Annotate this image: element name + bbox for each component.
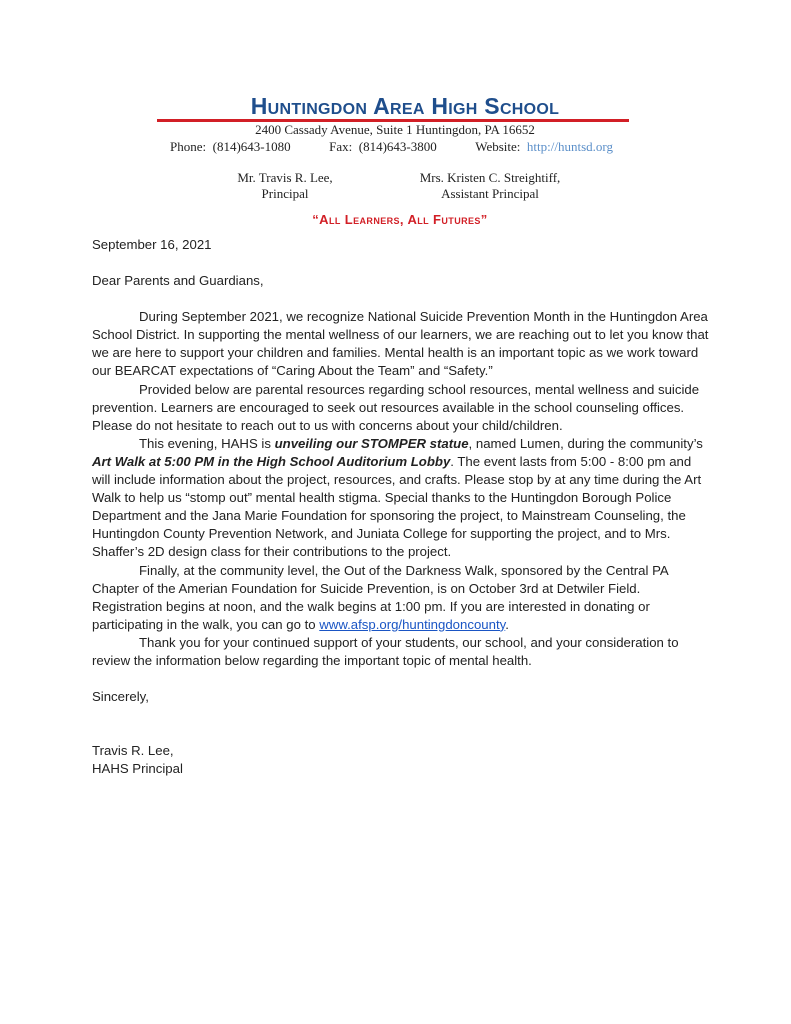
p4-text-b: .: [505, 616, 509, 632]
p3-text-e: . The event lasts from 5:00 - 8:00 pm and will include information about the project, resources, and crafts. Please stop by at any time during the Art Walk to help us “stomp out” mental health stigma. Special thanks to the Huntingdon Borough Police Department and the Jana Marie Foundation for sponsoring the project, to Mainstream Counseling, the Huntingdon County Prevention Network, and Juniata College for supporting the project, and to Mrs. Shaffer’s 2D design class for their contributions to the project.: [92, 453, 702, 560]
school-address: 2400 Cassady Avenue, Suite 1 Huntingdon, PA 16652: [255, 122, 535, 137]
p3-text-c: , named Lumen, during the community’s: [468, 435, 703, 451]
assistant-principal-name: Mrs. Kristen C. Streightiff,: [419, 170, 561, 185]
website-link[interactable]: http://huntsd.org: [526, 139, 613, 154]
paragraph-stomper-statue: [92, 435, 712, 562]
principal-block: [225, 170, 345, 202]
afsp-link[interactable]: www.afsp.org/huntingdoncounty: [319, 616, 506, 632]
phone-label: Phone:: [170, 139, 207, 154]
signer-title: HAHS Principal: [92, 761, 183, 777]
contact-line: [170, 139, 613, 155]
fax-number: (814)643-3800: [358, 139, 437, 154]
paragraph-parental-resources: Provided below are parental resources regarding school resources, mental wellness and suicide prevention. Learners are encouraged to seek out resources available in the school counseling offices. Please do not hesitate to reach out to us with concerns about your child/children.: [92, 381, 700, 433]
letter-body: [92, 236, 712, 778]
paragraph-suicide-prevention-month: During September 2021, we recognize National Suicide Prevention Month in the Huntingdon Area School District. In supporting the mental wellness of our learners, we are reaching out to let you know that we are here to support your children and families. Mental health is an important topic as we work toward our BEARCAT expectations of “Caring About the Team” and “Safety.”: [92, 309, 709, 379]
signer-name: Travis R. Lee,: [92, 743, 174, 759]
assistant-principal-block: [415, 170, 565, 202]
assistant-principal-title: Assistant Principal: [441, 186, 539, 201]
paragraph-thank-you: Thank you for your continued support of your students, our school, and your consideration to review the information below regarding the important topic of mental health.: [92, 634, 679, 668]
principal-title: Principal: [261, 186, 309, 201]
salutation: Dear Parents and Guardians,: [92, 273, 264, 289]
fax-label: Fax:: [329, 139, 353, 154]
website-label: Website:: [475, 139, 521, 154]
phone-number: (814)643-1080: [212, 139, 291, 154]
letter-date: September 16, 2021: [92, 237, 212, 252]
closing: Sincerely,: [92, 689, 149, 705]
principal-name: Mr. Travis R. Lee,: [237, 170, 333, 185]
p4-text-a: Finally, at the community level, the Out of the Darkness Walk, sponsored by the Central PA Chapter of the Amerian Foundation for Suicide Prevention, is on October 3rd at Detwiler Field. Registration begins at noon, and the walk begins at 1:00 pm. If you are interested in donating or participating in the walk, you can go to: [92, 562, 668, 632]
paragraph-darkness-walk: [92, 562, 712, 634]
stomper-highlight: unveiling our STOMPER statue: [274, 435, 469, 451]
art-walk-highlight: Art Walk at 5:00 PM in the High School Auditorium Lobby: [92, 453, 451, 469]
school-motto: “All Learners, All Futures”: [312, 212, 488, 227]
p3-text-a: This evening, HAHS is: [139, 435, 275, 451]
school-name: Huntingdon Area High School: [250, 93, 560, 119]
